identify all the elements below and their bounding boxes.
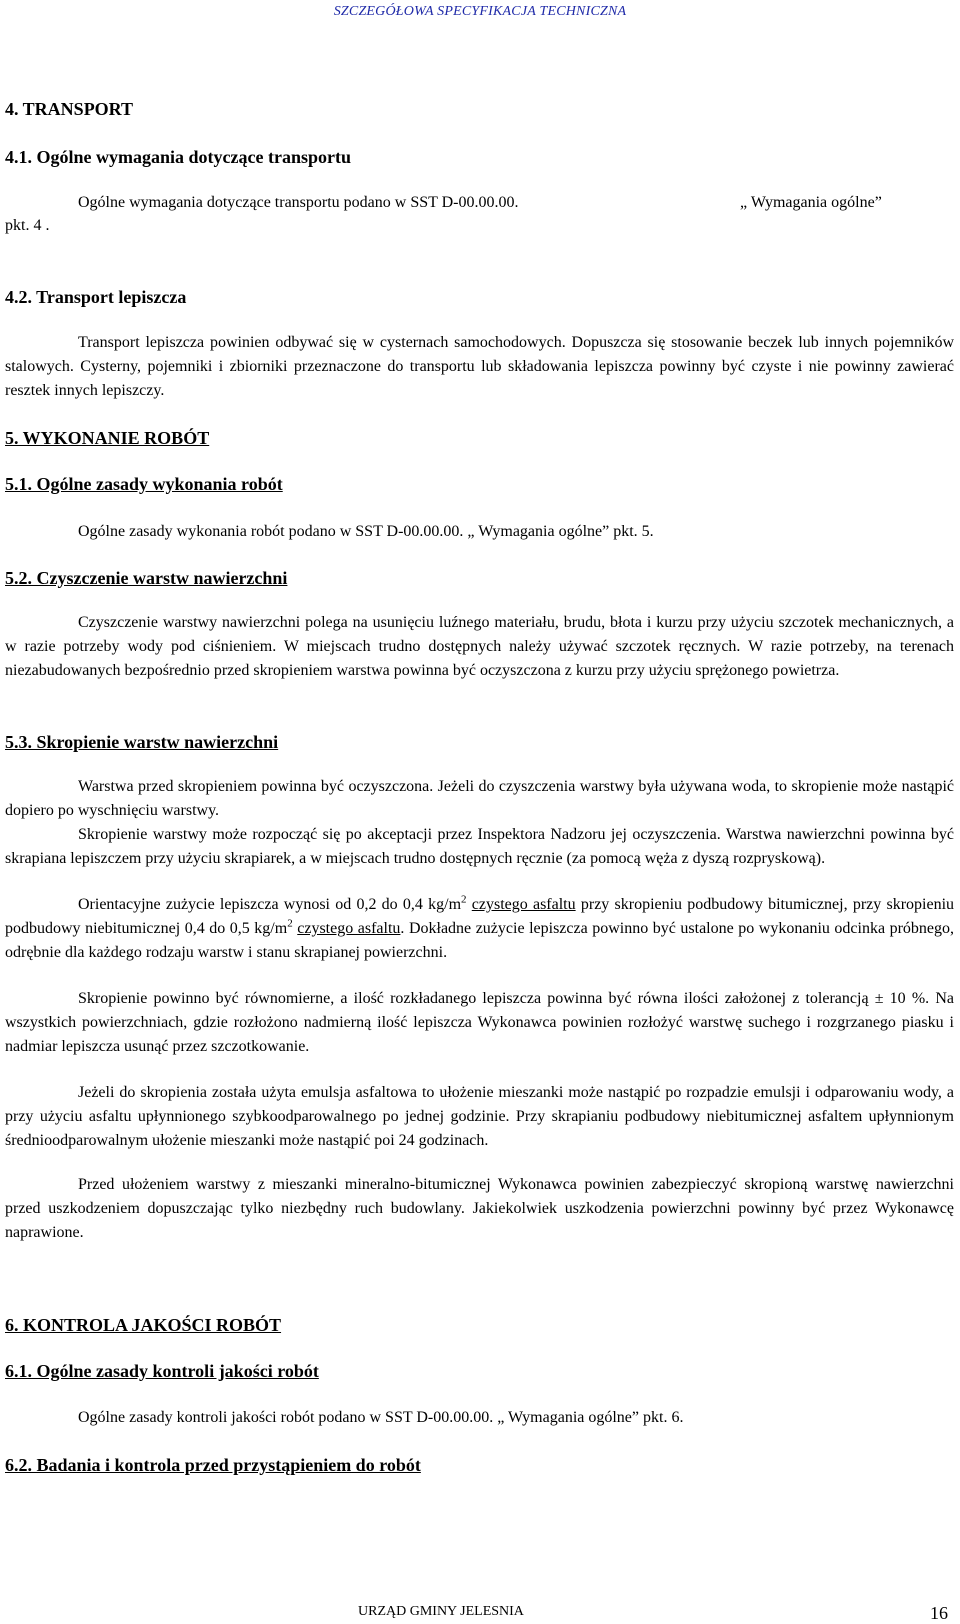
section-5-3-paragraph-2: Skropienie warstwy może rozpocząć się po akceptacji przez Inspektora Nadzoru jej oczyszczenia. Warstwa nawierzchni powinna być skrapiana lepiszczem przy użyciu skrapiarek, a w miejscach trudno dostępnych ręcznie (za pomocą węża z dyszą rozpryskową). [5,826,954,867]
section-4-1-text: Ogólne wymagania dotyczące transportu podano w SST D-00.00.00. [78,194,519,211]
section-5-3-paragraph-3: Orientacyjne zużycie lepiszcza wynosi od 0,2 do 0,4 $kg/m^2$ czystego asfaltu przy skropieniu podbudowy bitumicznej, przy skropieniu podbudowy niebitumicznej 0,4 do 0,5 $kg/m^2$ czystego asfaltu. Dokładne zużycie lepiszcza powinno być ustalone po wykonaniu odcinka próbnego, odrębnie dla każdego rodzaju warstw i stanu skrapianej powierzchni. [5,893,955,961]
underlined-term: czystego asfaltu [297,920,401,937]
section-5-1-heading: 5.1. Ogólne zasady wykonania robót [5,474,283,494]
section-4-1-text-quote: „ Wymagania ogólne” [740,194,882,211]
section-5-3-heading: 5.3. Skropienie warstw nawierzchni [5,732,279,752]
section-6-1-paragraph: Ogólne zasady kontroli jakości robót podano w SST D-00.00.00. „ Wymagania ogólne” pkt. 6. [78,1409,684,1426]
section-4-1-text-pkt: pkt. 4 . [5,217,50,234]
section-4-1-heading: 4.1. Ogólne wymagania dotyczące transportu [5,147,351,167]
section-4-2-paragraph: Transport lepiszcza powinien odbywać się w cysternach samochodowych. Dopuszcza się stosowanie beczek lub innych pojemników stalowych. Cysterny, pojemniki i zbiorniki przeznaczone do transportu lub składowania lepiszcza powinny być czyste i nie powinny zawierać resztek innych lepiszczy. [5,334,954,399]
page-header: SZCZEGÓŁOWA SPECYFIKACJA TECHNICZNA [333,4,627,19]
section-5-3-paragraph-4: Skropienie powinno być równomierne, a ilość rozkładanego lepiszcza powinna być równa ilości założonej z tolerancją ± 10 %. Na wszystkich powierzchniach, gdzie rozłożono nadmierną ilość lepiszcza Wykonawca powinien rozłożyć warstwę suchego i rozgrzanego piasku i nadmiar lepiszcza usunąć przez szczotkowanie. [5,990,954,1055]
section-6-2-heading: 6.2. Badania i kontrola przed przystąpieniem do robót [5,1455,421,1475]
page-number: 16 [930,1603,948,1623]
section-5-3-paragraph-6: Przed ułożeniem warstwy z mieszanki mineralno-bitumicznej Wykonawca powinien zabezpieczyć skropioną warstwę nawierzchni przed uszkodzeniem dopuszczając tylko niezbędny ruch budowlany. Jakiekolwiek uszkodzenia powierzchni powinny być przez Wykonawcę naprawione. [5,1176,954,1241]
section-5-2-paragraph: Czyszczenie warstwy nawierzchni polega na usunięciu luźnego materiału, brudu, błota i kurzu przy użyciu szczotek mechanicznych, a w razie potrzeby wody pod ciśnieniem. W miejscach trudno dostępnych należy używać szczotek ręcznych. W razie potrzeby, na terenach niezabudowanych bezpośrednio przed skropieniem warstwa powinna być oczyszczona z kurzu przy użyciu sprężonego powietrza. [5,614,954,679]
section-4-2-heading: 4.2. Transport lepiszcza [5,287,187,307]
underlined-term: czystego asfaltu [471,896,576,913]
section-5-1-paragraph: Ogólne zasady wykonania robót podano w SST D-00.00.00. „ Wymagania ogólne” pkt. 5. [78,523,654,540]
section-5-3-paragraph-5: Jeżeli do skropienia została użyta emulsja asfaltowa to ułożenie mieszanki może nastąpić po rozpadzie emulsji i odparowaniu wody, a przy użyciu asfaltu upłynnionego szybkoodparowalnego po jednej godzinie. Przy skrapianiu podbudowy niebitumicznej asfaltem upłynnionym średnioodparowalnym ułożenie mieszanki może nastąpić poi 24 godzinach. [5,1084,954,1149]
section-5-heading: 5. WYKONANIE ROBÓT [5,428,210,448]
section-6-heading: 6. KONTROLA JAKOŚCI ROBÓT [5,1315,282,1335]
page-footer: URZĄD GMINY JELESNIA [358,1604,524,1619]
section-4-heading: 4. TRANSPORT [5,99,134,119]
section-5-3-paragraph-1: Warstwa przed skropieniem powinna być oczyszczona. Jeżeli do czyszczenia warstwy była używana woda, to skropienie może nastąpić dopiero po wyschnięciu warstwy. [5,778,954,819]
section-6-1-heading: 6.1. Ogólne zasady kontroli jakości robót [5,1361,319,1381]
section-5-2-heading: 5.2. Czyszczenie warstw nawierzchni [5,568,288,588]
